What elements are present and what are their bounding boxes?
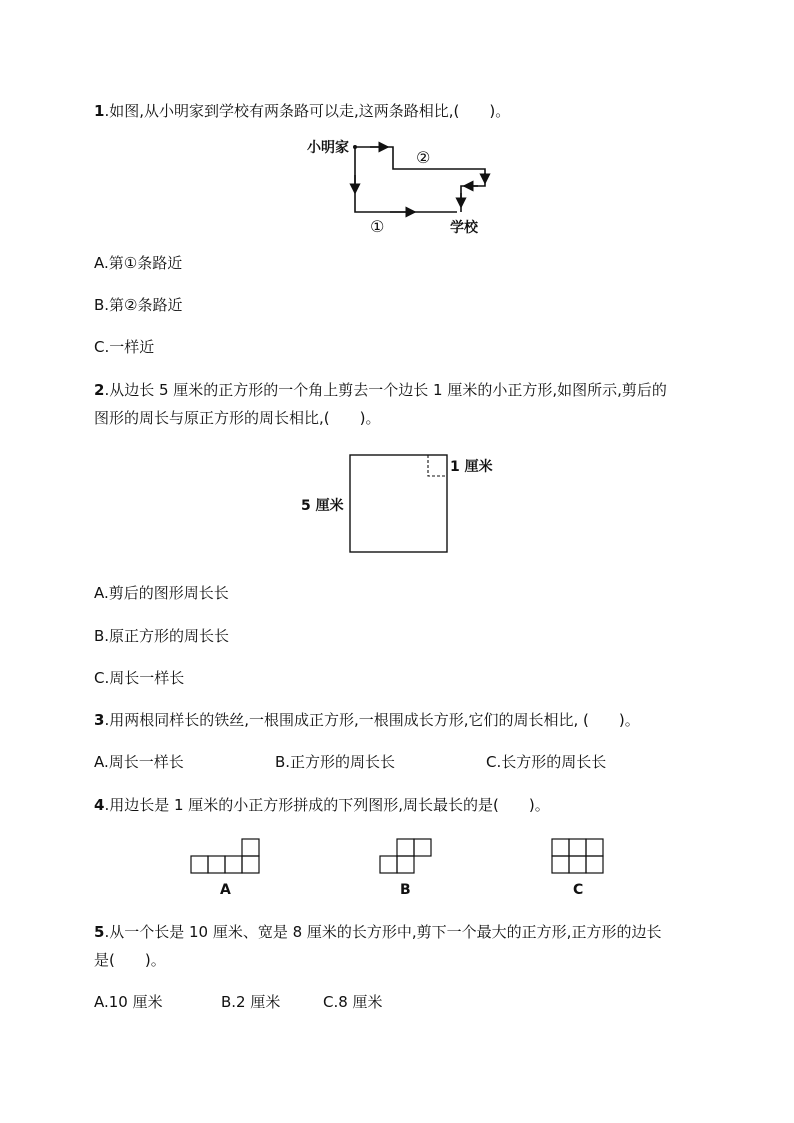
corner-label: 1 厘米: [450, 459, 493, 475]
q2-number: 2: [94, 381, 105, 399]
q4-number: 4: [94, 796, 105, 814]
q5-option-b[interactable]: B.2 厘米: [221, 993, 281, 1011]
q3-stem: [94, 710, 640, 730]
q3-option-a[interactable]: A.周长一样长: [94, 753, 184, 771]
shape-b: [380, 839, 431, 873]
q1-option-c[interactable]: C.一样近: [94, 338, 155, 356]
q1-stem: [94, 101, 510, 121]
q5-option-a[interactable]: A.10 厘米: [94, 993, 163, 1011]
shape-a-label: A: [220, 882, 231, 898]
q5-stem-line2: 是( )。: [94, 951, 166, 969]
q3-text: .用两根同样长的铁丝,一根围成正方形,一根围成长方形,它们的周长相比, ( )。: [104, 711, 640, 729]
q4-shapes-figure: [185, 836, 615, 902]
shape-a: [191, 839, 259, 873]
q2-option-a[interactable]: A.剪后的图形周长长: [94, 584, 229, 602]
q3-option-c[interactable]: C.长方形的周长长: [486, 753, 607, 771]
q2-option-c[interactable]: C.周长一样长: [94, 669, 185, 687]
q1-route-figure: [300, 135, 500, 240]
cut-corner: [428, 455, 447, 476]
q2-stem-line2: 图形的周长与原正方形的周长相比,( )。: [94, 409, 381, 427]
shape-c: [552, 839, 603, 873]
q1-text: .如图,从小明家到学校有两条路可以走,这两条路相比,( )。: [104, 102, 511, 120]
side-label: 5 厘米: [301, 498, 344, 514]
route-1-path: [355, 147, 457, 212]
q2-option-b[interactable]: B.原正方形的周长长: [94, 627, 230, 645]
q2-square-figure: [295, 450, 505, 560]
school-label: 学校: [450, 220, 478, 236]
route-2-label: ②: [416, 148, 431, 167]
q5-option-c[interactable]: C.8 厘米: [323, 993, 383, 1011]
q1-option-b[interactable]: B.第②条路近: [94, 296, 183, 314]
q3-option-b[interactable]: B.正方形的周长长: [275, 753, 396, 771]
shape-c-label: C: [573, 882, 584, 898]
q1-number: 1: [94, 102, 105, 120]
q2-text-1: .从边长 5 厘米的正方形的一个角上剪去一个边长 1 厘米的小正方形,如图所示,剪后的: [104, 381, 667, 399]
q2-stem-line1: [94, 380, 667, 400]
route-1-label: ①: [370, 217, 385, 236]
q5-number: 5: [94, 923, 105, 941]
q3-number: 3: [94, 711, 105, 729]
home-label: 小明家: [307, 140, 349, 156]
shape-b-label: B: [400, 882, 411, 898]
big-square: [350, 455, 447, 552]
q5-stem-line1: [94, 922, 661, 942]
q4-stem: [94, 795, 550, 815]
q4-text: .用边长是 1 厘米的小正方形拼成的下列图形,周长最长的是( )。: [104, 796, 550, 814]
q1-option-a[interactable]: A.第①条路近: [94, 254, 183, 272]
q5-text-1: .从一个长是 10 厘米、宽是 8 厘米的长方形中,剪下一个最大的正方形,正方形的边长: [104, 923, 662, 941]
